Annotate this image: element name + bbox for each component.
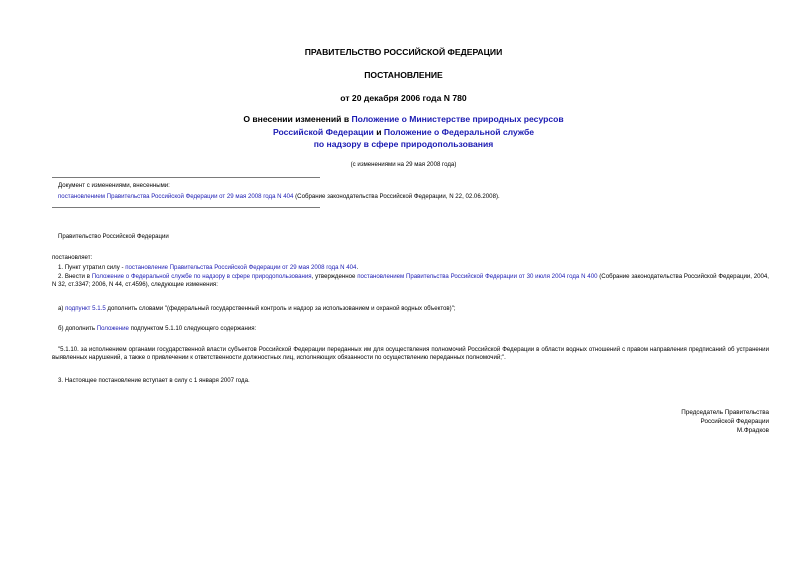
changes-box xyxy=(52,182,769,202)
amended-note: (с изменениями на 29 мая 2008 года) xyxy=(350,161,457,168)
signature-name: М.Фрадков xyxy=(736,427,769,434)
subitem-b-prefix: б) дополнить xyxy=(58,325,97,332)
item-1-suffix: . xyxy=(356,264,359,271)
resolves: постановляет: xyxy=(52,254,93,261)
item-1 xyxy=(52,264,769,272)
changes-box-link[interactable]: постановлением Правительства Российской Федерации от 29 мая 2008 года N 404 xyxy=(58,193,294,201)
document-type-heading: ПОСТАНОВЛЕНИЕ xyxy=(364,70,443,80)
title-link-service-regulation[interactable]: Положение о Федеральной службе xyxy=(383,126,535,137)
item-2-middle: , утвержденное xyxy=(311,273,358,280)
changes-box-intro: Документ с изменениями, внесенными: xyxy=(58,182,170,189)
item-2-link-resolution[interactable]: постановлением Правительства Российской Федерации от 30 июля 2004 года N 400 xyxy=(357,273,598,280)
item-1-prefix: 1. Пункт утратил силу - xyxy=(58,264,126,271)
subitem-b-link[interactable]: Положение xyxy=(96,325,129,332)
subitem-b xyxy=(52,325,769,333)
subitem-a-link[interactable]: подпункт 5.1.5 xyxy=(65,305,106,312)
subitem-a-suffix: дополнить словами "(федеральный государственный контроль и надзор за использованием и охраной водных объектов)"; xyxy=(105,305,456,312)
subitem-a xyxy=(52,305,769,313)
document-date-number: от 20 декабря 2006 года N 780 xyxy=(340,93,467,103)
item-3: 3. Настоящее постановление вступает в силу с 1 января 2007 года. xyxy=(58,377,250,384)
changes-box-suffix: (Собрание законодательства Российской Федерации, N 22, 02.06.2008). xyxy=(293,193,500,201)
item-2-suffix: (Собрание законодательства Российской Федерации, 2004, N 32, ст.3347; 2006, N 44, ст.4596), следующие изменения: xyxy=(52,273,769,289)
title-conjunction: и xyxy=(373,126,384,137)
item-2 xyxy=(52,273,769,290)
title-link-ministry-regulation-cont[interactable]: Российской Федерации xyxy=(272,126,374,137)
issuer: Правительство Российской Федерации xyxy=(58,233,169,240)
title-link-service-regulation-cont[interactable]: по надзору в сфере природопользования xyxy=(313,139,494,149)
changes-box-bottom-rule xyxy=(52,207,320,208)
signature-title: Председатель Правительства xyxy=(681,409,769,416)
subitem-a-prefix: а) xyxy=(58,305,66,312)
subitem-b-suffix: подпунктом 5.1.10 следующего содержания: xyxy=(128,325,257,332)
quoted-subitem: "5.1.10. за исполнением органами государственной власти субъектов Российской Федерации переданных им для осуществления полномочий Российской Федерации в области водных отношений с правом направления предписаний об устранении выявленных нарушений, а также о привлечении к ответственности должностных лиц, исполняющих обязанности по осуществлению переданных полномочий;". xyxy=(52,346,769,362)
document-title xyxy=(0,113,807,151)
item-2-prefix: 2. Внести в xyxy=(58,273,92,280)
changes-box-top-rule xyxy=(52,177,320,178)
item-1-link[interactable]: постановление Правительства Российской Федерации от 29 мая 2008 года N 404 xyxy=(125,264,357,271)
title-prefix: О внесении изменений в xyxy=(243,114,352,124)
item-2-link-regulation[interactable]: Положение о Федеральной службе по надзору в сфере природопользования xyxy=(91,273,312,280)
signature-title-cont: Российской Федерации xyxy=(700,418,769,425)
government-heading: ПРАВИТЕЛЬСТВО РОССИЙСКОЙ ФЕДЕРАЦИИ xyxy=(304,47,503,57)
title-link-ministry-regulation[interactable]: Положение о Министерстве природных ресурсов xyxy=(351,114,564,124)
signature-block xyxy=(681,408,769,435)
